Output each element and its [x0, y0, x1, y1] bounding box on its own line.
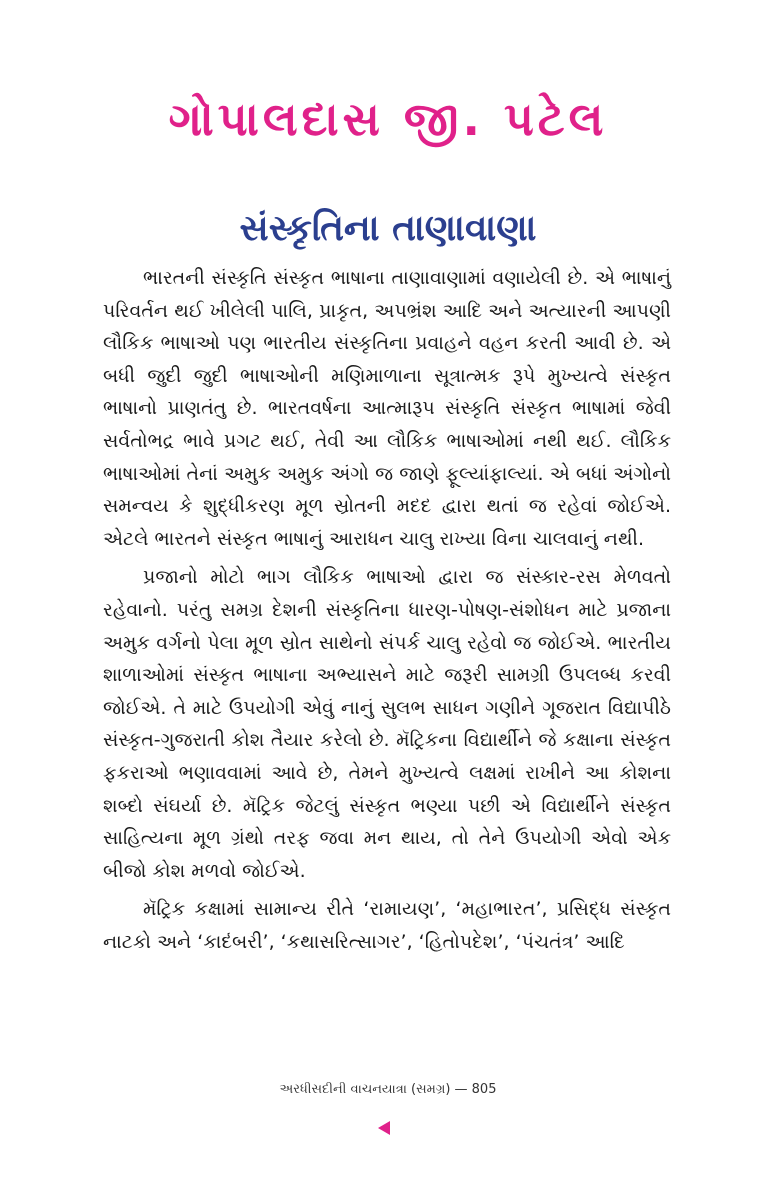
paragraph-3: મૅટ્રિક કક્ષામાં સામાન્ય રીતે ‘રામાયણ’, ‘મહાભારત’, પ્રસિદ્ધ સંસ્કૃત નાટકો અને ‘કાદંબરી’, ‘કથાસરિત્સાગર’, ‘હિતોપદેશ’, ‘પંચતંત્ર’ આદિ	[103, 898, 671, 953]
previous-page-icon[interactable]	[378, 1121, 390, 1135]
article-title: સંસ્કૃતિના તાણાવાણા	[239, 208, 537, 249]
article-body	[103, 262, 671, 964]
page-footer: અરધીસદીની વાચનયાત્રા (સમગ્ર) — 805	[279, 1082, 497, 1097]
paragraph-2: પ્રજાનો મોટો ભાગ લૌકિક ભાષાઓ દ્વારા જ સંસ્કાર-રસ મેળવતો રહેવાનો. પરંતુ સમગ્ર દેશની સંસ્કૃતિના ધારણ-પોષણ-સંશોધન માટે પ્રજાના અમુક વર્ગનો પેલા મૂળ સ્રોત સાથેનો સંપર્ક ચાલુ રહેવો જ જોઈએ. ભારતીય શાળાઓમાં સંસ્કૃત ભાષાના અભ્યાસને માટે જરૂરી સામગ્રી ઉપલબ્ધ કરવી જોઈએ. તે માટે ઉપયોગી એવું નાનું સુલભ સાધન ગણીને ગૂજરાત વિદ્યાપીઠે સંસ્કૃત-ગુજરાતી કોશ તૈયાર કરેલો છે. મૅટ્રિકના વિદ્યાર્થીને જે કક્ષાના સંસ્કૃત ફકરાઓ ભણાવવામાં આવે છે, તેમને મુખ્યત્વે લક્ષમાં રાખીને આ કોશના શબ્દો સંઘર્યા છે. મૅટ્રિક જેટલું સંસ્કૃત ભણ્યા પછી એ વિદ્યાર્થીને સંસ્કૃત સાહિત્યના મૂળ ગ્રંથો તરફ જવા મન થાય, તો તેને ઉપયોગી એવો એક બીજો કોશ મળવો જોઈએ.	[103, 566, 671, 882]
paragraph-1: ભારતની સંસ્કૃતિ સંસ્કૃત ભાષાના તાણાવાણામાં વણાયેલી છે. એ ભાષાનું પરિવર્તન થઈ ખીલેલી પાલિ, પ્રાકૃત, અપભ્રંશ આદિ અને અત્યારની આપણી લૌકિક ભાષાઓ પણ ભારતીય સંસ્કૃતિના પ્રવાહને વહન કરતી આવી છે. એ બધી જુદી જુદી ભાષાઓની મણિમાળાના સૂત્રાત્મક રૂપે મુખ્યત્વે સંસ્કૃત ભાષાનો પ્રાણતંતુ છે. ભારતવર્ષના આત્મારૂપ સંસ્કૃતિ સંસ્કૃત ભાષામાં જેવી સર્વતોભદ્ર ભાવે પ્રગટ થઈ, તેવી આ લૌકિક ભાષાઓમાં નથી થઈ. લૌકિક ભાષાઓમાં તેનાં અમુક અમુક અંગો જ જાણે ફૂલ્યાંફાલ્યાં. એ બધાં અંગોનો સમન્વય કે શુદ્ધીકરણ મૂળ સ્રોતની મદદ દ્વારા થતાં જ રહેવાં જોઈએ. એટલે ભારતને સંસ્કૃત ભાષાનું આરાધન ચાલુ રાખ્યા વિના ચાલવાનું નથી.	[103, 267, 671, 550]
author-name: ગોપાલદાસ જી. પટેલ	[168, 92, 608, 146]
